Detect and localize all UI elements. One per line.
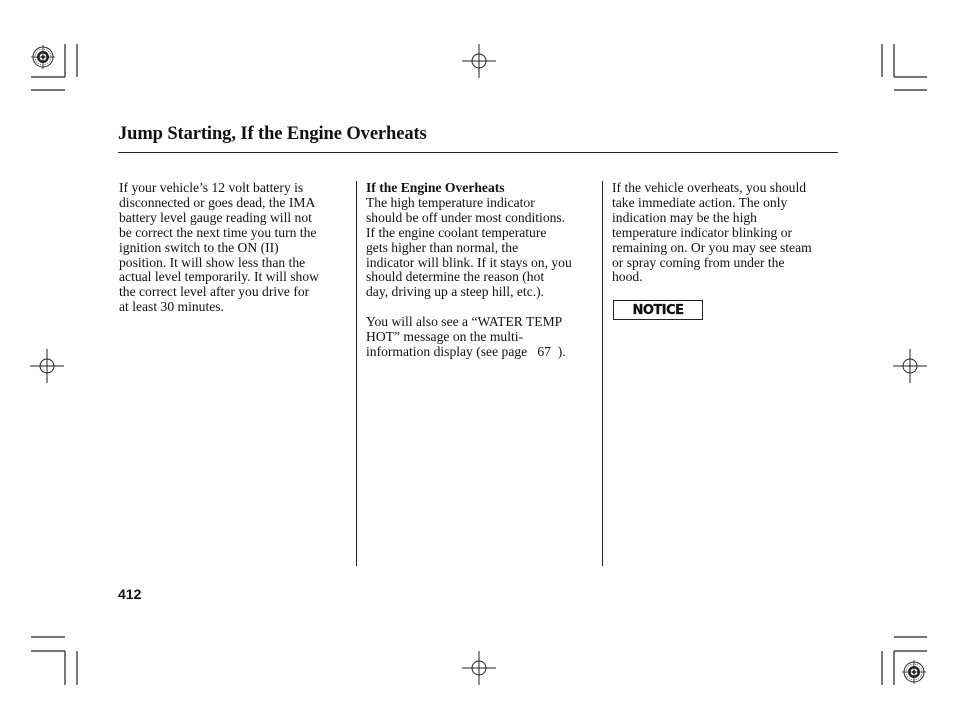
- text-line: temperature indicator blinking or: [612, 224, 793, 240]
- column-2: [366, 181, 596, 360]
- text-line: HOT” message on the multi-: [366, 329, 524, 345]
- text-line: If your vehicle’s 12 volt battery is: [119, 180, 304, 195]
- column-divider: [356, 181, 357, 566]
- text-line: be correct the next time you turn the: [119, 224, 317, 240]
- text-line: hood.: [612, 269, 643, 285]
- text-line: battery level gauge reading will not: [119, 209, 312, 225]
- text-line: ignition switch to the ON (II): [119, 239, 279, 255]
- registration-sunburst-icon: [31, 45, 55, 69]
- text-line: at least 30 minutes.: [119, 299, 224, 315]
- text-line: day, driving up a steep hill, etc.).: [366, 284, 545, 300]
- text-line: or spray coming from under the: [612, 254, 785, 270]
- registration-crosshair-icon: [462, 651, 496, 685]
- text-line: If the vehicle overheats, you should: [612, 180, 807, 195]
- text-line: The high temperature indicator: [366, 194, 535, 210]
- text-line: remaining on. Or you may see steam: [612, 239, 812, 255]
- text-line: actual level temporarily. It will show: [119, 269, 319, 285]
- column-divider: [602, 181, 603, 566]
- text-line: the correct level after you drive for: [119, 284, 310, 300]
- registration-crosshair-icon: [30, 349, 64, 383]
- text-line: disconnected or goes dead, the IMA: [119, 194, 316, 210]
- page-reference: information display (see page 67 ).: [366, 343, 566, 359]
- text-line: indication may be the high: [612, 209, 757, 225]
- page-title: Jump Starting, If the Engine Overheats: [118, 124, 427, 144]
- notice-label: [613, 300, 703, 320]
- text-line: You will also see a “WATER TEMP: [366, 314, 563, 330]
- text-line: should determine the reason (hot: [366, 269, 545, 285]
- text-line: should be off under most conditions.: [366, 209, 566, 225]
- column-3: [612, 181, 842, 285]
- text-line: gets higher than normal, the: [366, 239, 519, 255]
- text-line: If the engine coolant temperature: [366, 224, 547, 240]
- registration-crosshair-icon: [893, 349, 927, 383]
- registration-sunburst-icon: [902, 660, 926, 684]
- column-1: [119, 181, 349, 315]
- page-number: 412: [118, 586, 142, 602]
- notice-text: NOTICE: [632, 302, 684, 318]
- registration-crosshair-icon: [462, 44, 496, 78]
- section-heading: If the Engine Overheats: [366, 180, 505, 195]
- text-line: position. It will show less than the: [119, 254, 306, 270]
- title-rule: [118, 152, 838, 153]
- text-line: take immediate action. The only: [612, 194, 788, 210]
- text-line: indicator will blink. If it stays on, you: [366, 254, 572, 270]
